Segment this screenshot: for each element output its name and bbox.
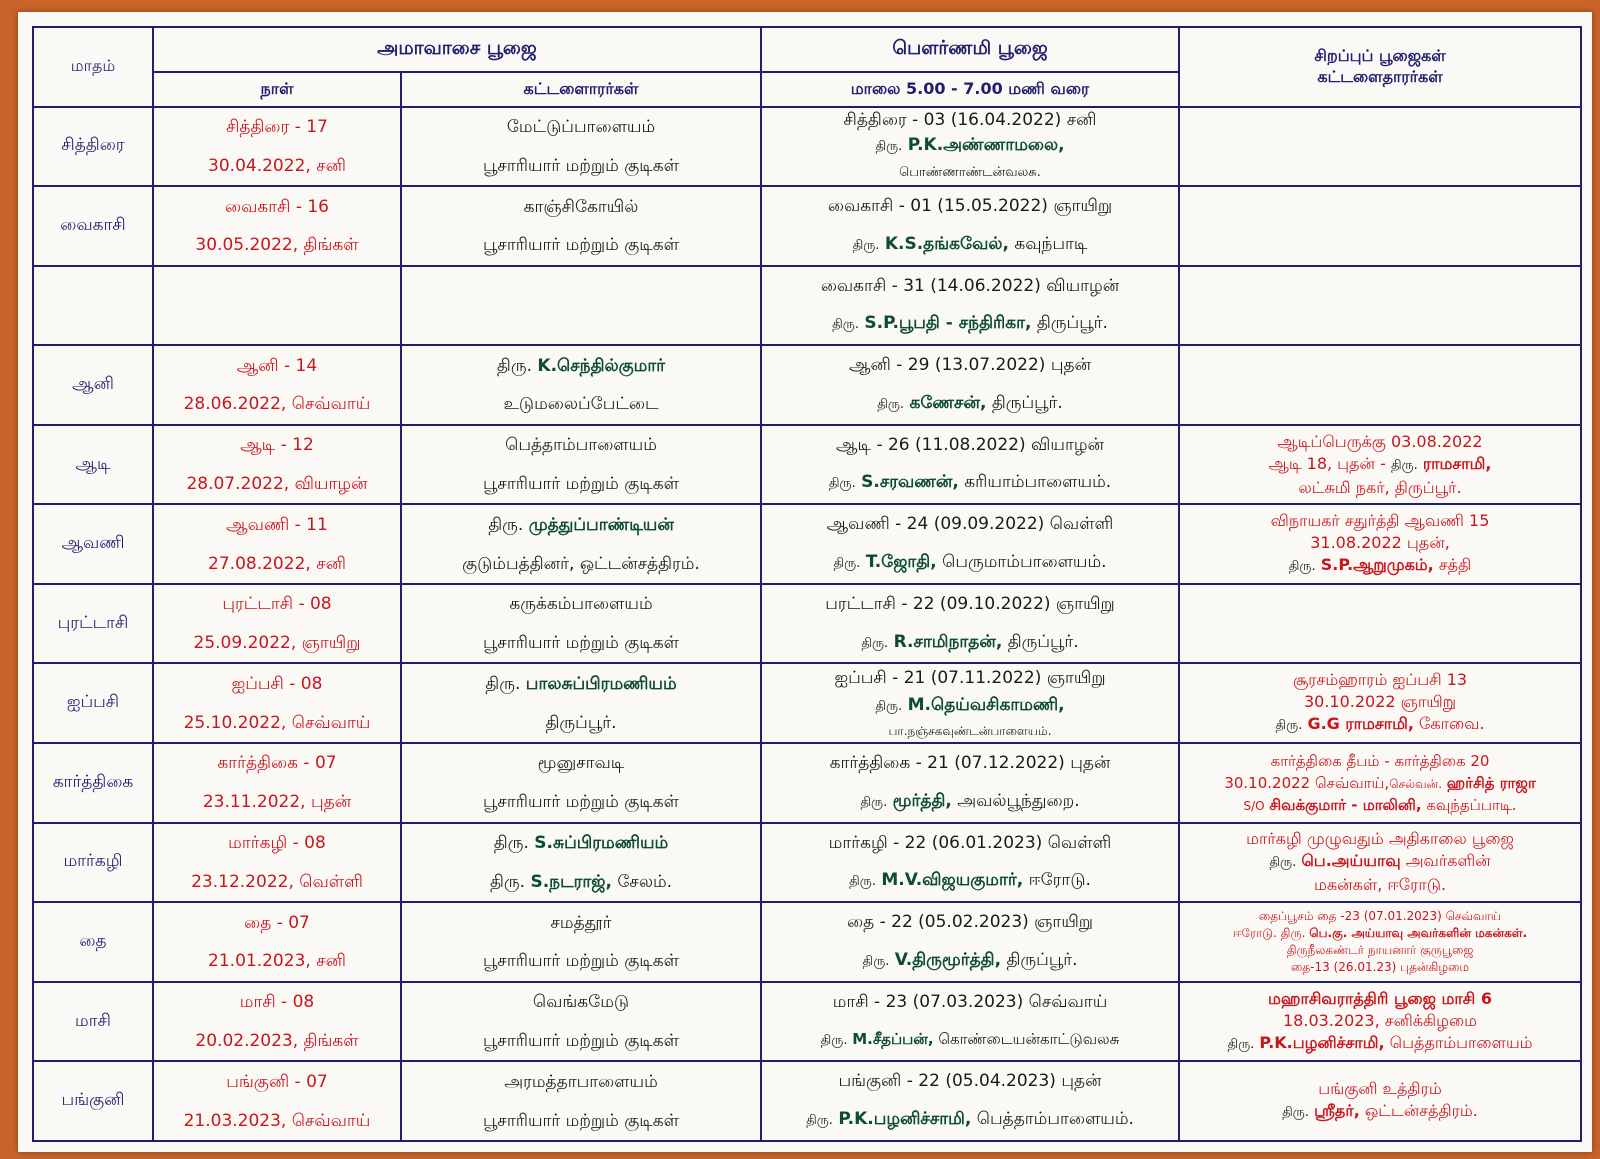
pournami-cell: மாசி - 23 (07.03.2023) செவ்வாய் திரு. M.சீதப்பன், கொண்டையன்காட்டுவலசு [761,982,1179,1062]
amavasai-date-cell: மார்கழி - 08 23.12.2022, வெள்ளி [153,823,401,903]
month-cell [33,266,153,346]
sponsor-cell: திரு. பாலசுப்பிரமணியம் திருப்பூர். [401,663,761,743]
table-row [33,902,1581,982]
table-row [33,823,1581,903]
pournami-cell: மார்கழி - 22 (06.01.2023) வெள்ளி திரு. M.V.விஜயகுமார், ஈரோடு. [761,823,1179,903]
sponsor-cell: மேட்டுப்பாளையம் பூசாரியார் மற்றும் குடிகள் [401,107,761,187]
pournami-cell: சித்திரை - 03 (16.04.2022) சனி திரு. P.K.அண்ணாமலை, பொண்ணாண்டன்வலசு. [761,107,1179,187]
special-cell: கார்த்திகை தீபம் - கார்த்திகை 20 30.10.2022 செவ்வாய்,செல்வன். ஹர்சித் ராஜா S/O சிவக்குமார் - மாலினி, கவுந்தப்பாடி. [1179,743,1581,823]
schedule-sheet [18,12,1592,1152]
month-cell: ஐப்பசி [33,663,153,743]
month-cell: தை [33,902,153,982]
sponsor-cell: திரு. K.செந்தில்குமார் உடுமலைப்பேட்டை [401,345,761,425]
sponsor-cell: பெத்தாம்பாளையம் பூசாரியார் மற்றும் குடிகள் [401,425,761,505]
month-cell: வைகாசி [33,186,153,266]
pournami-cell: தை - 22 (05.02.2023) ஞாயிறு திரு. V.திருமூர்த்தி, திருப்பூர். [761,902,1179,982]
special-cell: ஆடிப்பெருக்கு 03.08.2022 ஆடி 18, புதன் - திரு. ராமசாமி, லட்சுமி நகர், திருப்பூர். [1179,425,1581,505]
month-cell: கார்த்திகை [33,743,153,823]
sponsor-cell: கருக்கம்பாளையம் பூசாரியார் மற்றும் குடிகள் [401,584,761,664]
sponsor-cell: மூனுசாவடி பூசாரியார் மற்றும் குடிகள் [401,743,761,823]
special-cell: தைப்பூசம் தை -23 (07.01.2023) செவ்வாய் ஈரோடு. திரு. பெ.கு. அய்யாவு அவர்களின் மகன்கள். திருநீலகண்டர் நாயனார் குருபூஜை தை-13 (26.01.23) புதன்கிழமை [1179,902,1581,982]
month-cell: மாசி [33,982,153,1062]
amavasai-date-cell: தை - 07 21.01.2023, சனி [153,902,401,982]
amavasai-date-cell: பங்குனி - 07 21.03.2023, செவ்வாய் [153,1061,401,1141]
pournami-header: பௌர்ணமி பூஜை [761,27,1179,72]
sponsor-cell: திரு. முத்துப்பாண்டியன் குடும்பத்தினர், ஒட்டன்சத்திரம். [401,504,761,584]
amavasai-date-cell [153,266,401,346]
amavasai-date-cell: புரட்டாசி - 08 25.09.2022, ஞாயிறு [153,584,401,664]
sponsor-cell: அரமத்தாபாளையம் பூசாரியார் மற்றும் குடிகள் [401,1061,761,1141]
amavasai-date-cell: சித்திரை - 17 30.04.2022, சனி [153,107,401,187]
sponsor-cell [401,266,761,346]
table-row [33,584,1581,664]
table-row [33,743,1581,823]
pournami-cell: பங்குனி - 22 (05.04.2023) புதன் திரு. P.K.பழனிச்சாமி, பெத்தாம்பாளையம். [761,1061,1179,1141]
month-cell: ஆடி [33,425,153,505]
table-row [33,504,1581,584]
special-cell: விநாயகர் சதுர்த்தி ஆவணி 15 31.08.2022 புதன், திரு. S.P.ஆறுமுகம், சத்தி [1179,504,1581,584]
table-row [33,663,1581,743]
special-cell: மார்கழி முழுவதும் அதிகாலை பூஜை திரு. பெ.அய்யாவு அவர்களின் மகன்கள், ஈரோடு. [1179,823,1581,903]
table-row [33,982,1581,1062]
amavasai-date-cell: ஆவணி - 11 27.08.2022, சனி [153,504,401,584]
table-row [33,107,1581,187]
special-cell: மஹாசிவராத்திரி பூஜை மாசி 6 18.03.2023, சனிக்கிழமை திரு. P.K.பழனிச்சாமி, பெத்தாம்பாளையம் [1179,982,1581,1062]
pournami-cell: ஆனி - 29 (13.07.2022) புதன் திரு. கணேசன், திருப்பூர். [761,345,1179,425]
amavasai-date-cell: ஆடி - 12 28.07.2022, வியாழன் [153,425,401,505]
month-cell: ஆவணி [33,504,153,584]
amavasai-date-cell: கார்த்திகை - 07 23.11.2022, புதன் [153,743,401,823]
amavasai-date-cell: மாசி - 08 20.02.2023, திங்கள் [153,982,401,1062]
pournami-cell: வைகாசி - 31 (14.06.2022) வியாழன் திரு. S.P.பூபதி - சந்திரிகா, திருப்பூர். [761,266,1179,346]
pournami-cell: ஐப்பசி - 21 (07.11.2022) ஞாயிறு திரு. M.தெய்வசிகாமணி, பா.நஞ்சகவுண்டன்பாளையம். [761,663,1179,743]
table-row [33,1061,1581,1141]
sponsor-cell: திரு. S.சுப்பிரமணியம் திரு. S.நடராஜ், சேலம். [401,823,761,903]
amavasai-date-cell: வைகாசி - 16 30.05.2022, திங்கள் [153,186,401,266]
amavasai-date-cell: ஆனி - 14 28.06.2022, செவ்வாய் [153,345,401,425]
special-cell: பங்குனி உத்திரம் திரு. ஸ்ரீதர், ஒட்டன்சத்திரம். [1179,1061,1581,1141]
month-cell: சித்திரை [33,107,153,187]
special-header: சிறப்புப் பூஜைகள் கட்டளைதாரர்கள் [1179,27,1581,107]
month-cell: ஆனி [33,345,153,425]
sponsor-cell: காஞ்சிகோயில் பூசாரியார் மற்றும் குடிகள் [401,186,761,266]
sponsor-cell: சமத்தூர் பூசாரியார் மற்றும் குடிகள் [401,902,761,982]
amavasai-header: அமாவாசை பூஜை [153,27,761,72]
pournami-cell: வைகாசி - 01 (15.05.2022) ஞாயிறு திரு. K.S.தங்கவேல், கவுந்பாடி [761,186,1179,266]
date-header: நாள் [153,72,401,107]
pournami-cell: பரட்டாசி - 22 (09.10.2022) ஞாயிறு திரு. R.சாமிநாதன், திருப்பூர். [761,584,1179,664]
month-header: மாதம் [33,27,153,107]
pooja-schedule-table [32,26,1582,1142]
pournami-cell: கார்த்திகை - 21 (07.12.2022) புதன் திரு. மூர்த்தி, அவல்பூந்துறை. [761,743,1179,823]
table-row [33,186,1581,266]
pournami-cell: ஆடி - 26 (11.08.2022) வியாழன் திரு. S.சரவணன், கரியாம்பாளையம். [761,425,1179,505]
table-row [33,345,1581,425]
time-header: மாலை 5.00 - 7.00 மணி வரை [761,72,1179,107]
header-row-1 [33,27,1581,72]
special-cell [1179,266,1581,346]
month-cell: புரட்டாசி [33,584,153,664]
amavasai-date-cell: ஐப்பசி - 08 25.10.2022, செவ்வாய் [153,663,401,743]
table-row [33,266,1581,346]
month-cell: பங்குனி [33,1061,153,1141]
sponsor-cell: வெங்கமேடு பூசாரியார் மற்றும் குடிகள் [401,982,761,1062]
special-cell [1179,107,1581,187]
special-cell [1179,584,1581,664]
special-cell: சூரசம்ஹாரம் ஐப்பசி 13 30.10.2022 ஞாயிறு திரு. G.G ராமசாமி, கோவை. [1179,663,1581,743]
special-cell [1179,186,1581,266]
month-cell: மார்கழி [33,823,153,903]
sponsor-header: கட்டளைாரர்கள் [401,72,761,107]
special-cell [1179,345,1581,425]
table-row [33,425,1581,505]
pournami-cell: ஆவணி - 24 (09.09.2022) வெள்ளி திரு. T.ஜோதி, பெருமாம்பாளையம். [761,504,1179,584]
